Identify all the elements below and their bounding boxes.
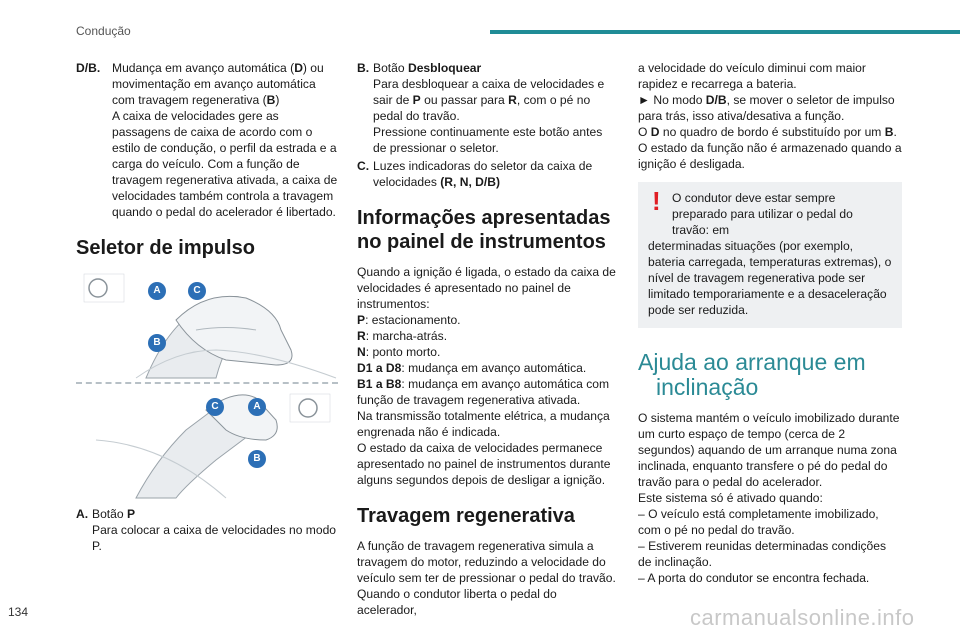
top-selector-drawing bbox=[84, 274, 336, 378]
item-b-body bbox=[373, 60, 619, 156]
gear-state-item: P: estacionamento. bbox=[357, 313, 461, 327]
item-b-label: B. bbox=[357, 61, 370, 75]
column-3 bbox=[638, 60, 902, 586]
gear-state-item: B1 a B8: mudança em avanço automática com função de travagem regenerativa ativada. bbox=[357, 377, 610, 407]
badge-b-top: B bbox=[148, 334, 166, 352]
item-c-description: Luzes indicadoras do seletor da caixa de velocidades (R, N, D/B) bbox=[373, 159, 593, 189]
item-a-title: Botão P bbox=[92, 507, 136, 521]
dashboard-note: O D no quadro de bordo é substituído por um B. bbox=[638, 125, 897, 139]
item-a-label: A. bbox=[76, 507, 89, 521]
memory-note: O estado da função não é armazenado quando a ignição é desligada. bbox=[638, 141, 902, 171]
hill-start-intro: O sistema mantém o veículo imobilizado durante um curto espaço de tempo (cerca de 2 segundos) aquando de um arranque numa zona inclinada, enquanto transfere o pé do pedal do travão para o pedal do acelerador. bbox=[638, 411, 900, 489]
info-electric-note: Na transmissão totalmente elétrica, a mudança engrenada não é indicada. bbox=[357, 409, 610, 439]
selector-figure bbox=[76, 270, 338, 500]
gear-state-list bbox=[357, 312, 619, 408]
gear-state-item: R: marcha-atrás. bbox=[357, 329, 448, 343]
item-b-title: Botão Desbloquear bbox=[373, 61, 482, 75]
item-b bbox=[357, 60, 619, 156]
column-2 bbox=[357, 60, 619, 618]
item-a-body bbox=[92, 506, 338, 554]
info-state-kept-note: O estado da caixa de velocidades permanece apresentado no painel de instrumentos durante alguns segundos depois de desligar a ignição. bbox=[357, 441, 611, 487]
gear-state-item: D1 a D8: mudança em avanço automática. bbox=[357, 361, 587, 375]
item-b-note: Pressione continuamente este botão antes de pressionar o seletor. bbox=[373, 125, 603, 155]
badge-c-bottom: C bbox=[206, 398, 224, 416]
info-heading: Informações apresentadas no painel de instrumentos bbox=[357, 207, 611, 253]
info-intro: Quando a ignição é ligada, o estado da caixa de velocidades é apresentado no painel de instrumentos: bbox=[357, 265, 616, 311]
mode-instruction: ► No modo D/B, se mover o seletor de impulso para trás, isso ativa/desativa a função. bbox=[638, 93, 895, 123]
badge-b-bottom: B bbox=[248, 450, 266, 468]
badge-c-top: C bbox=[188, 282, 206, 300]
hill-start-conditions-intro: Este sistema só é ativado quando: bbox=[638, 491, 823, 505]
gear-state-item: N: ponto morto. bbox=[357, 345, 441, 359]
condition-item: – Estiverem reunidas determinadas condições de inclinação. bbox=[638, 539, 887, 569]
item-db-body bbox=[112, 60, 338, 220]
item-b-description: Para desbloquear a caixa de velocidades e sair de P ou passar para R, com o pé no pedal do travão. bbox=[373, 77, 605, 123]
item-c-label: C. bbox=[357, 159, 370, 173]
page-number: 134 bbox=[8, 605, 29, 619]
regen-description: A função de travagem regenerativa simula a travagem do motor, reduzindo a velocidade do veículo sem ter de pressionar o pedal do travão. Quando o condutor liberta o pedal do acelerador, bbox=[357, 539, 616, 617]
warning-body: determinadas situações (por exemplo, bateria carregada, temperaturas extremas), o nível de travagem regenerativa pode ser limitado temporariamente e a desaceleração pode ser reduzida. bbox=[648, 239, 892, 317]
badge-a-top: A bbox=[148, 282, 166, 300]
hill-start-heading: Ajuda ao arranque em inclinação bbox=[638, 349, 866, 400]
regen-heading: Travagem regenerativa bbox=[357, 505, 575, 527]
header-accent-bar bbox=[490, 30, 960, 34]
item-c bbox=[357, 158, 619, 190]
warning-first-line: O condutor deve estar sempre preparado para utilizar o pedal do travão: em bbox=[672, 191, 853, 237]
hill-start-conditions bbox=[638, 506, 902, 586]
item-db-label: D/B. bbox=[76, 61, 101, 75]
warning-box bbox=[638, 182, 902, 328]
item-db-title: Mudança em avanço automática (D) ou movimentação em avanço automática com travagem regenerativa (B) bbox=[112, 61, 324, 107]
item-db bbox=[76, 60, 338, 220]
watermark-text: carmanualsonline.info bbox=[690, 605, 915, 630]
condition-item: – A porta do condutor se encontra fechada. bbox=[638, 571, 870, 585]
arrow-icon: ► bbox=[638, 93, 650, 107]
item-c-body bbox=[373, 158, 619, 190]
selector-illustration bbox=[76, 270, 338, 500]
item-a-description: Para colocar a caixa de velocidades no modo P. bbox=[92, 523, 337, 553]
figure-divider bbox=[76, 382, 338, 384]
item-a bbox=[76, 506, 338, 554]
item-db-description: A caixa de velocidades gere as passagens de caixa de acordo com o estilo de condução, o perfil da estrada e a carga do veículo. Com a função de travagem regenerativa ativada, a caixa de velocidades também controla a travagem quando o pedal do acelerador é libertado. bbox=[112, 109, 338, 219]
selector-heading: Seletor de impulso bbox=[76, 237, 255, 259]
condition-item: – O veículo está completamente imobilizado, com o pé no pedal do travão. bbox=[638, 507, 879, 537]
warning-icon: ! bbox=[652, 186, 661, 216]
running-header-title: Condução bbox=[76, 24, 131, 38]
badge-a-bottom: A bbox=[248, 398, 266, 416]
column-1 bbox=[76, 60, 338, 556]
regen-continued: a velocidade do veículo diminui com maior rapidez e recarrega a bateria. bbox=[638, 61, 866, 91]
